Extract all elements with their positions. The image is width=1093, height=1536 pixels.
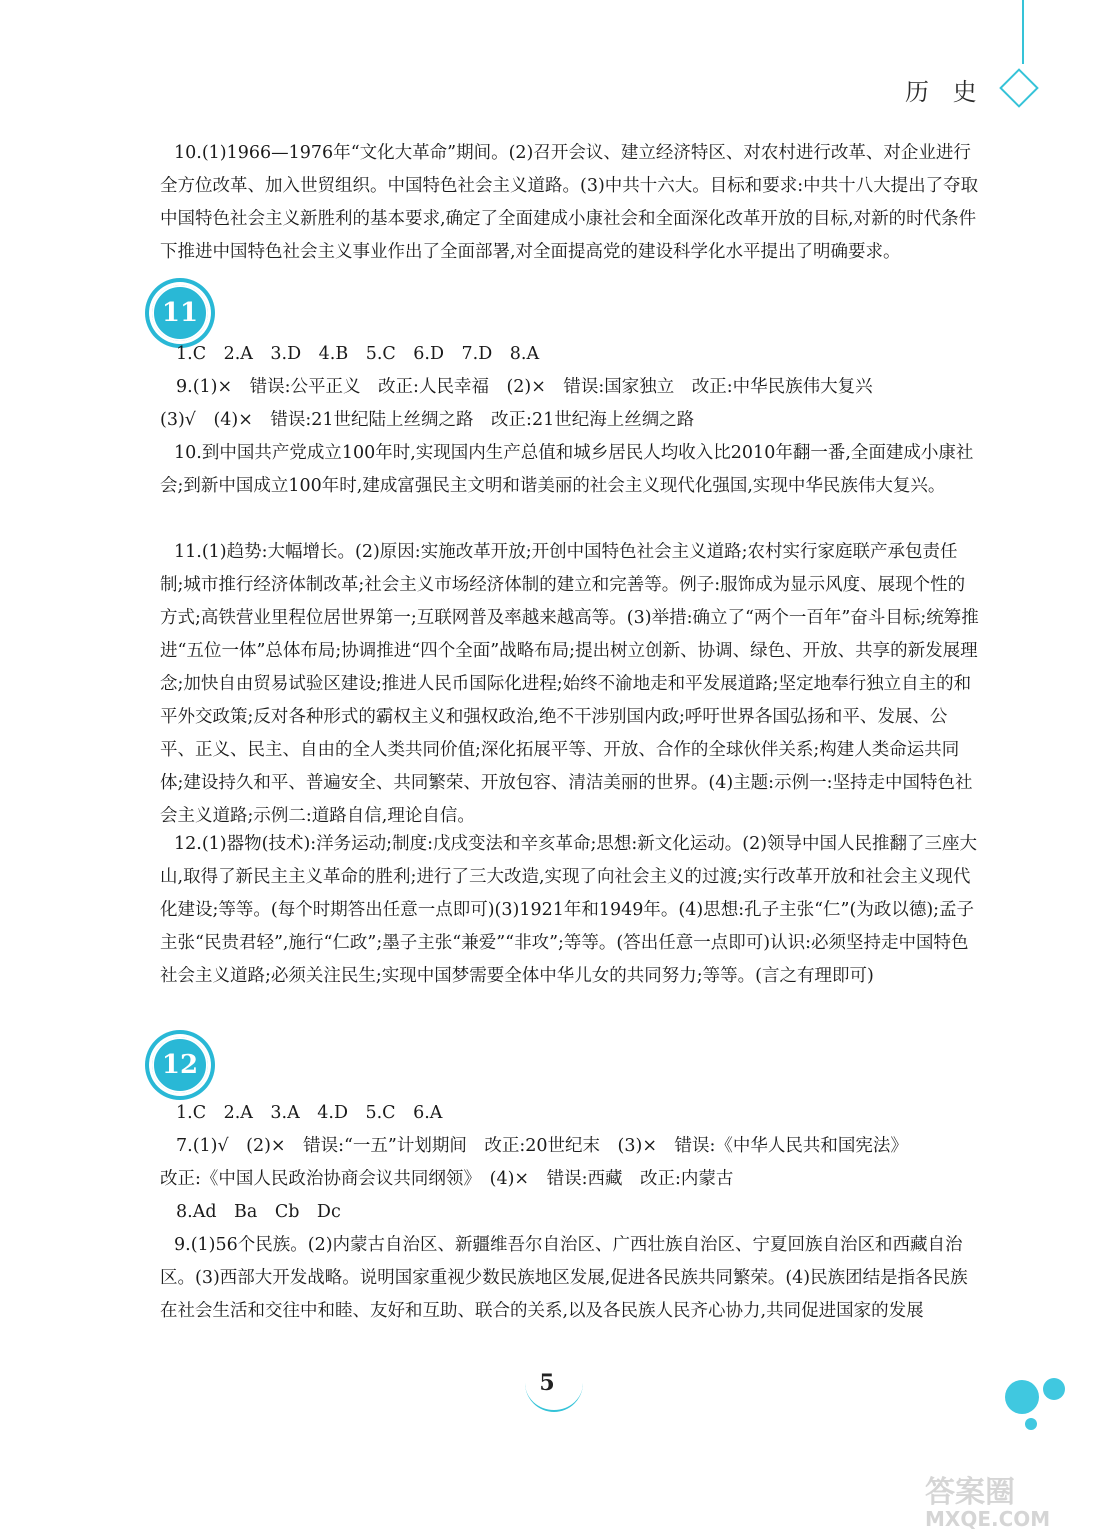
answer-12-q7-line1: 7.(1)√ (2)× 错误:“一五”计划期间 改正:20世纪末 (3)× 错误:《中华人民共和国宪法》: [176, 1136, 908, 1156]
svg-text:答案圈: 答案圈: [925, 1475, 1015, 1510]
svg-text:MXQE.COM: MXQE.COM: [925, 1507, 1051, 1530]
section-badge-11: 11: [145, 278, 215, 348]
answer-11-q9-line1: 9.(1)× 错误:公平正义 改正:人民幸福 (2)× 错误:国家独立 改正:中华民族伟大复兴: [176, 377, 873, 397]
answer-12-q7-line2: 改正:《中国人民政治协商会议共同纲领》 (4)× 错误:西藏 改正:内蒙古: [160, 1169, 734, 1189]
decorative-dot-medium: [1043, 1378, 1065, 1400]
answer-11-q10: 10.到中国共产党成立100年时,实现国内生产总值和城乡居民人均收入比2010年翻一番,全面建成小康社会;到新中国成立100年时,建成富强民主文明和谐美丽的社会主义现代化强国,实现中华民族伟大复兴。: [160, 443, 974, 496]
top-decorative-line: [1022, 0, 1024, 64]
page-number: 5: [539, 1370, 555, 1396]
answer-12-choices: 1.C 2.A 3.A 4.D 5.C 6.A: [176, 1103, 443, 1123]
decorative-dot-small: [1025, 1418, 1037, 1430]
subject-heading: 历 史: [905, 78, 985, 106]
section-badge-12: 12: [145, 1030, 215, 1100]
diamond-icon: [999, 68, 1039, 108]
answer-11-q11: 11.(1)趋势:大幅增长。(2)原因:实施改革开放;开创中国特色社会主义道路;农村实行家庭联产承包责任制;城市推行经济体制改革;社会主义市场经济体制的建立和完善等。例子:服饰成为显示风度、展现个性的方式;高铁营业里程位居世界第一;互联网普及率越来越高等。(3)举措:确立了“两个一百年”奋斗目标;统筹推进“五位一体”总体布局;协调推进“四个全面”战略布局;提出树立创新、协调、绿色、开放、共享的新发展理念;加快自由贸易试验区建设;推进人民币国际化进程;始终不渝地走和平发展道路;坚定地奉行独立自主的和平外交政策;反对各种形式的霸权主义和强权政治,绝不干涉别国内政;呼吁世界各国弘扬和平、发展、公平、正义、民主、自由的全人类共同价值;深化拓展平等、开放、合作的全球伙伴关系;构建人类命运共同体;建设持久和平、普遍安全、共同繁荣、开放包容、清洁美丽的世界。(4)主题:示例一:坚持走中国特色社会主义道路;示例二:道路自信,理论自信。: [160, 542, 979, 826]
answer-12-q9: 9.(1)56个民族。(2)内蒙古自治区、新疆维吾尔自治区、广西壮族自治区、宁夏回族自治区和西藏自治区。(3)西部大开发战略。说明国家重视少数民族地区发展,促进各民族共同繁荣。(4)民族团结是指各民族在社会生活和交往中和睦、友好和互助、联合的关系,以及各民族人民齐心协力,共同促进国家的发展: [160, 1235, 968, 1321]
decorative-dot-large: [1005, 1380, 1039, 1414]
answer-11-q9-line2: (3)√ (4)× 错误:21世纪陆上丝绸之路 改正:21世纪海上丝绸之路: [160, 410, 695, 430]
answer-11-q12: 12.(1)器物(技术):洋务运动;制度:戊戌变法和辛亥革命;思想:新文化运动。(2)领导中国人民推翻了三座大山,取得了新民主主义革命的胜利;进行了三大改造,实现了向社会主义的过渡;实行改革开放和社会主义现代化建设;等等。(每个时期答出任意一点即可)(3)1921年和1949年。(4)思想:孔子主张“仁”(为政以德);孟子主张“民贵君轻”,施行“仁政”;墨子主张“兼爱”“非攻”;等等。(答出任意一点即可)认识:必须坚持走中国特色社会主义道路;必须关注民生;实现中国梦需要全体中华儿女的共同努力;等等。(言之有理即可): [160, 834, 978, 986]
answer-11-choices: 1.C 2.A 3.D 4.B 5.C 6.D 7.D 8.A: [176, 344, 540, 364]
answer-q10-prev: 10.(1)1966—1976年“文化大革命”期间。(2)召开会议、建立经济特区、对农村进行改革、对企业进行全方位改革、加入世贸组织。中国特色社会主义道路。(3)中共十六大。目标和要求:中共十八大提出了夺取中国特色社会主义新胜利的基本要求,确定了全面建成小康社会和全面深化改革开放的目标,对新的时代条件下推进中国特色社会主义事业作出了全面部署,对全面提高党的建设科学化水平提出了明确要求。: [160, 143, 979, 262]
watermark-logo: [915, 1470, 1085, 1530]
answer-12-q8: 8.Ad Ba Cb Dc: [176, 1202, 341, 1222]
